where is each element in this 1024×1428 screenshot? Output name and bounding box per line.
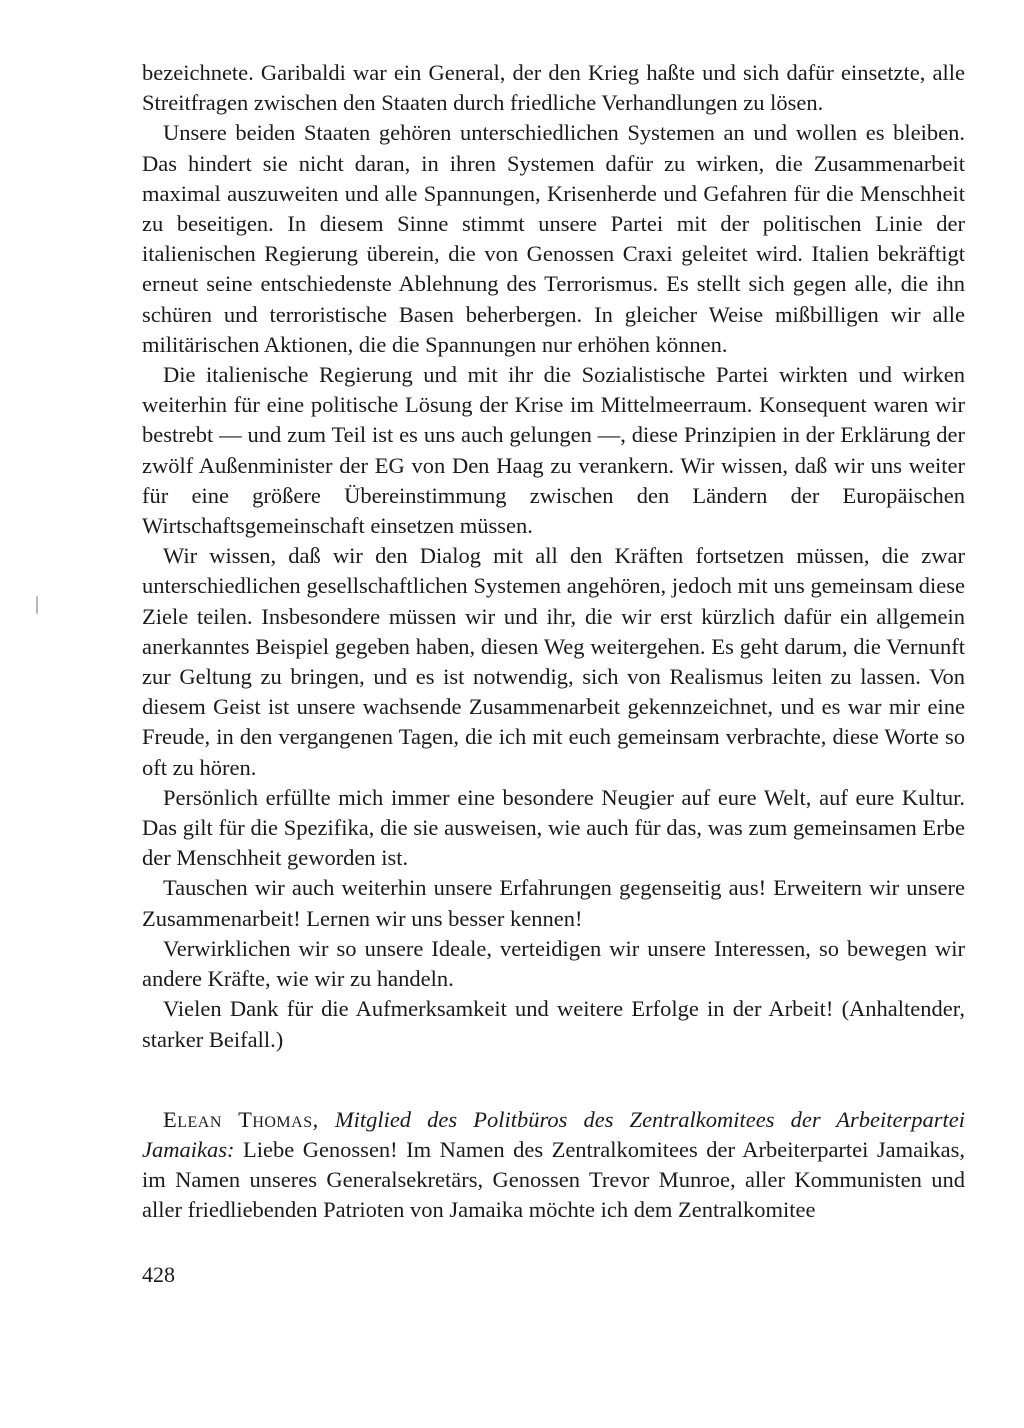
page-number: 428 — [142, 1262, 175, 1287]
paragraph: Wir wissen, daß wir den Dialog mit all den Kräften fortsetzen müssen, die zwar unterschiedlichen gesellschaftlichen Systemen angehören, jedoch mit uns gemeinsam diese Ziele teilen. Insbesondere müssen wir und ihr, die wir erst kürzlich dafür ein allgemein anerkanntes Beispiel gegeben haben, diesen Weg weitergehen. Es geht darum, die Vernunft zur Geltung zu bringen, und es ist notwendig, sich von Realismus leiten zu lassen. Von diesem Geist ist unsere wachsende Zusammenarbeit gekennzeichnet, und es war mir eine Freude, in den vergangenen Tagen, die ich mit euch gemeinsam verbrachte, diese Worte so oft zu hören. — [142, 543, 965, 780]
paragraph: Vielen Dank für die Aufmerksamkeit und weitere Erfolge in der Arbeit! (Anhaltender, starker Beifall.) — [142, 996, 965, 1052]
paragraph: bezeichnete. Garibaldi war ein General, der den Krieg haßte und sich dafür einsetzte, alle Streitfragen zwischen den Staaten durch friedliche Verhandlungen zu lösen. — [142, 60, 965, 116]
speech-text: Liebe Genossen! Im Namen des Zentralkomitees der Arbeiterpartei Jamaikas, im Namen unseres Generalsekretärs, Genossen Trevor Munroe, aller Kommunisten und aller friedliebenden Patrioten von Jamaika möchte ich dem Zentralkomitee — [142, 1136, 966, 1223]
body-text — [142, 58, 965, 1226]
paragraph: Persönlich erfüllte mich immer eine besondere Neugier auf eure Welt, auf eure Kultur. Das gilt für die Spezifika, die sie ausweisen, wie auch für das, was zum gemeinsamen Erbe der Menschheit geworden ist. — [142, 784, 965, 871]
speaker-name: Elean Thomas, — [163, 1106, 319, 1132]
paragraph: Tauschen wir auch weiterhin unsere Erfahrungen gegenseitig aus! Erweitern wir unsere Zusammenarbeit! Lernen wir uns besser kennen! — [142, 875, 965, 931]
margin-mark — [36, 596, 38, 614]
paragraph: Unsere beiden Staaten gehören unterschiedlichen Systemen an und wollen es bleiben. Das hindert sie nicht daran, in ihren Systemen dafür zu wirken, die Zusammenarbeit maximal auszuweiten und alle Spannungen, Krisenherde und Gefahren für die Menschheit zu beseitigen. In diesem Sinne stimmt unsere Partei mit der politischen Linie der italienischen Regierung überein, die von Genossen Craxi geleitet wird. Italien bekräftigt erneut seine entschiedenste Ablehnung des Terrorismus. Es stellt sich gegen alle, die ihn schüren und terroristische Basen beherbergen. In gleicher Weise mißbilligen wir alle militärischen Aktionen, die die Spannungen nur erhöhen können. — [142, 120, 965, 357]
speech-paragraph — [142, 1105, 965, 1226]
speaker-role: Mitglied des Politbüros des Zentralkomitees der Arbeiterpartei Jamaikas: — [142, 1106, 966, 1162]
paragraph: Verwirklichen wir so unsere Ideale, verteidigen wir unsere Interessen, so bewegen wir andere Kräfte, wie wir zu handeln. — [142, 935, 965, 992]
paragraph: Die italienische Regierung und mit ihr die Sozialistische Partei wirkten und wirken weiterhin für eine politische Lösung der Krise im Mittelmeerraum. Konsequent waren wir bestrebt — und zum Teil ist es uns auch gelungen —, diese Prinzipien in der Erklärung der zwölf Außenminister der EG von Den Haag zu verankern. Wir wissen, daß wir uns weiter für eine größere Übereinstimmung zwischen den Ländern der Europäischen Wirtschaftsgemeinschaft einsetzen müssen. — [142, 362, 965, 539]
